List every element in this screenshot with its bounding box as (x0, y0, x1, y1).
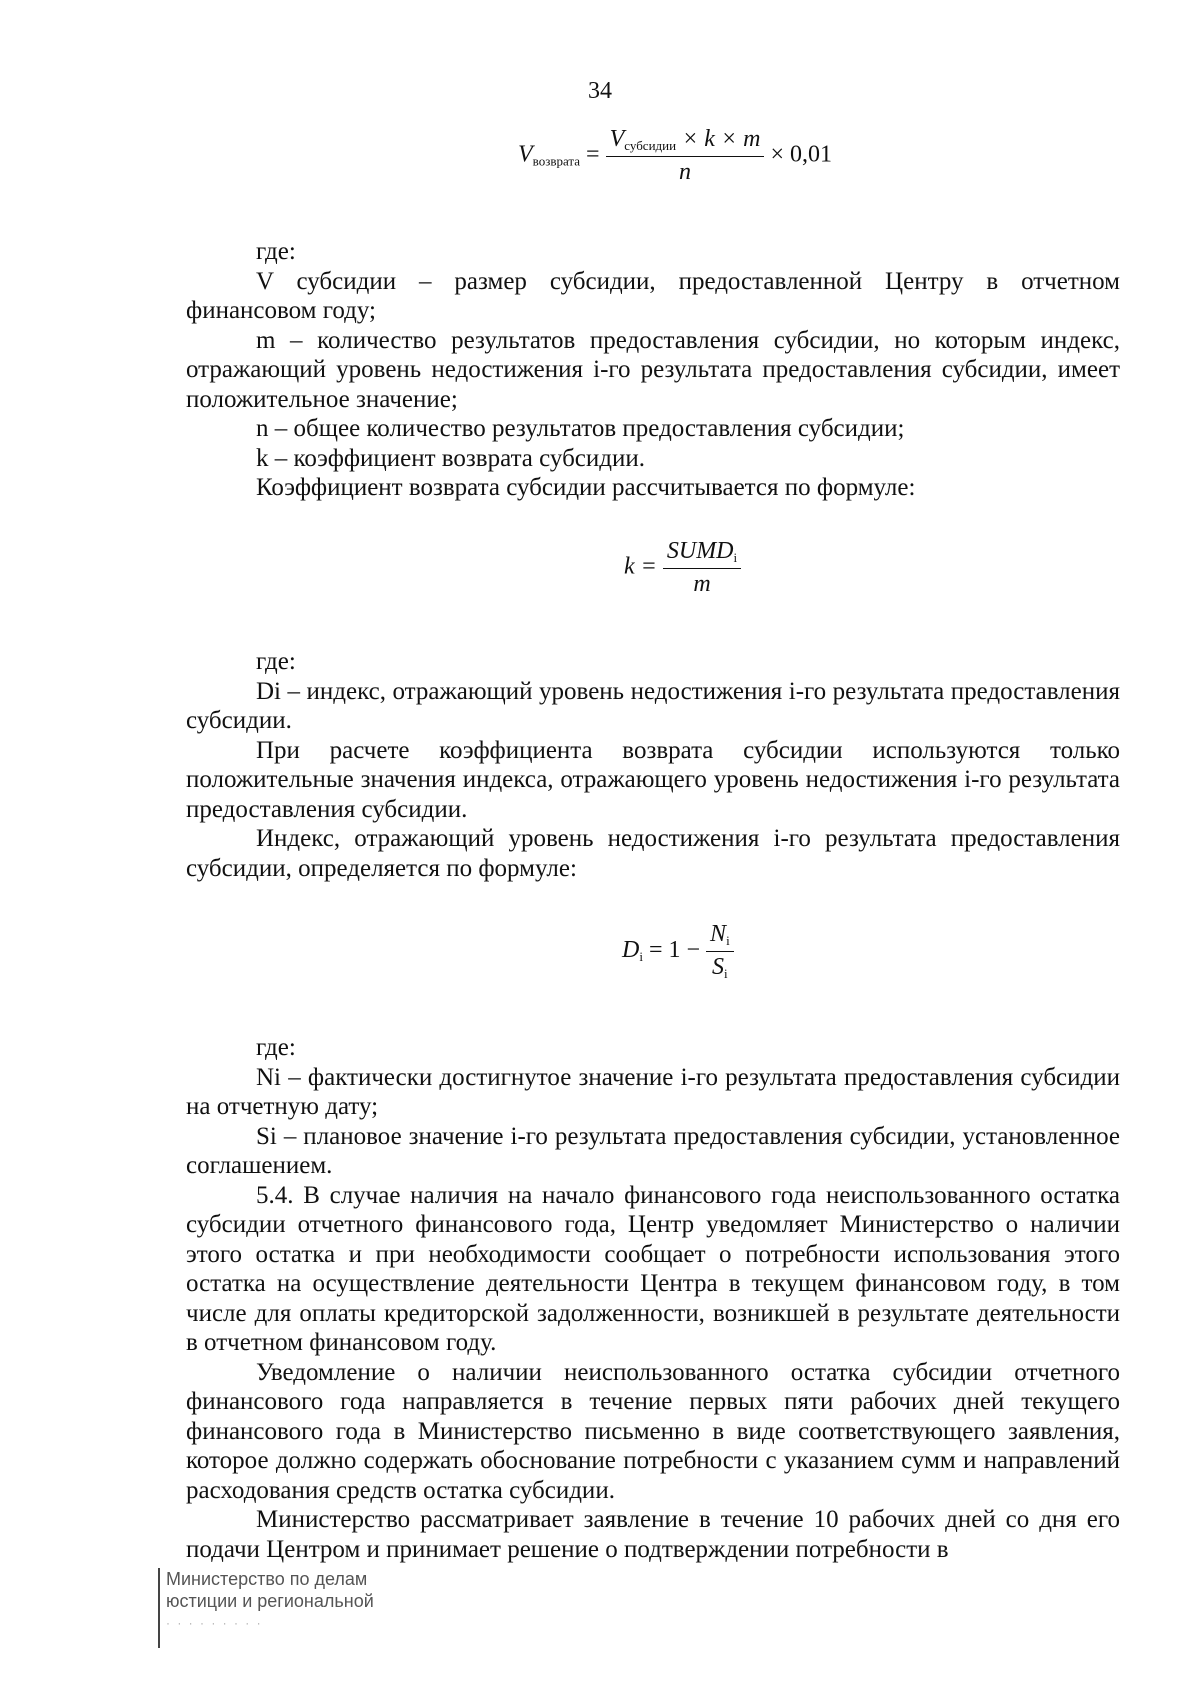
text-block-3 (186, 1033, 1120, 1564)
formula-d-den-sub: i (724, 966, 728, 981)
paragraph-si-definition: Si – плановое значение i-го результата предоставления субсидии, установленное соглашением. (186, 1122, 1120, 1179)
formula-d (622, 921, 734, 982)
formula-k-lhs: k = (624, 553, 657, 580)
formula-d-lhs-sub: i (639, 949, 643, 965)
formula-return-num-sub: субсидии (624, 138, 677, 153)
formula-k-fraction (663, 538, 741, 598)
formula-d-num-text: N (710, 921, 727, 947)
paragraph-notice: Уведомление о наличии неиспользованного остатка субсидии отчетного финансового года направляется в течение первых пяти рабочих дней текущего финансового года в Министерство письменно в виде соответствующего заявления, которое должно содержать обоснование потребности с указанием сумм и направлений расходования средств остатка субсидии. (186, 1358, 1120, 1504)
formula-k (624, 538, 741, 598)
paragraph-v-definition: V субсидии – размер субсидии, предоставленной Центру в отчетном финансовом году; (186, 267, 1120, 324)
stamp-line-1: Министерство по делам (166, 1569, 368, 1589)
paragraph-k-definition: k – коэффициент возврата субсидии. (256, 444, 646, 472)
paragraph-di-definition: Di – индекс, отражающий уровень недостижения i-го результата предоставления субсидии. (186, 677, 1120, 734)
paragraph-section-5-4: 5.4. В случае наличия на начало финансового года неиспользованного остатка субсидии отчетного финансового года, Центр уведомляет Министерство о наличии этого остатка и при необходимости сообщает о потребности использования этого остатка на осуществление деятельности Центра в текущем финансовом году, в том числе для оплаты кредиторской задолженности, возникшей в результате деятельности в отчетном финансовом году. (186, 1181, 1120, 1356)
formula-k-denominator: m (693, 571, 711, 597)
formula-k-numerator (663, 538, 741, 569)
formula-return-lhs-sub: возврата (532, 153, 581, 169)
formula-d-den-text: S (712, 954, 725, 980)
formula-return-denominator: n (679, 159, 692, 185)
stamp-line-2: юстиции и региональной (166, 1591, 374, 1611)
page-number: 34 (588, 78, 612, 104)
registration-stamp (158, 1568, 378, 1648)
formula-return-lhs: V (518, 141, 533, 168)
text-block-1 (186, 237, 1120, 503)
formula-d-middle: = 1 − (642, 937, 707, 964)
formula-d-numerator (706, 921, 734, 952)
paragraph-where: где: (256, 238, 296, 265)
paragraph-positive-values: При расчете коэффициента возврата субсидии используются только положительные значения индекса, отражающего уровень недостижения i-го результата предоставления субсидии. (186, 736, 1120, 823)
formula-d-denominator (712, 952, 728, 982)
paragraph-where: где: (256, 648, 296, 675)
formula-k-num-text: SUMD (666, 538, 734, 564)
formula-return: $V_{возврата}$ = $\frac{V_{субсидии} \times k \times m}{n}$ × 0,01 (518, 126, 832, 185)
text-block-2 (186, 647, 1120, 883)
formula-return-num-rest: × k × m (676, 126, 761, 152)
paragraph-where: где: (256, 1034, 296, 1061)
formula-return-fraction (606, 126, 765, 186)
paragraph-k-formula-intro: Коэффициент возврата субсидии рассчитывается по формуле: (256, 474, 916, 501)
paragraph-m-definition: m – количество результатов предоставления субсидии, но которым индекс, отражающий уровень недостижения i-го результата предоставления субсидии, имеет положительное значение; (186, 326, 1120, 413)
formula-k-num-sub: i (733, 550, 738, 565)
formula-d-lhs: D (622, 937, 640, 964)
formula-return-num-v: V (609, 126, 625, 152)
formula-d-num-sub: i (726, 933, 730, 948)
paragraph-index-intro: Индекс, отражающий уровень недостижения i-го результата предоставления субсидии, определяется по формуле: (186, 825, 1120, 882)
paragraph-ministry-review: Министерство рассматривает заявление в течение 10 рабочих дней со дня его подачи Центром и принимает решение о подтверждении потребности в (186, 1506, 1120, 1563)
paragraph-ni-definition: Ni – фактически достигнутое значение i-го результата предоставления субсидии на отчетную дату; (186, 1063, 1120, 1120)
stamp-line-3-faded: · · · · · · · · · (166, 1616, 263, 1630)
formula-d-fraction (706, 921, 734, 982)
formula-return-numerator (606, 126, 765, 157)
paragraph-n-definition: n – общее количество результатов предоставления субсидии; (256, 415, 905, 442)
formula-return-tail: × 0,01 (770, 141, 832, 168)
